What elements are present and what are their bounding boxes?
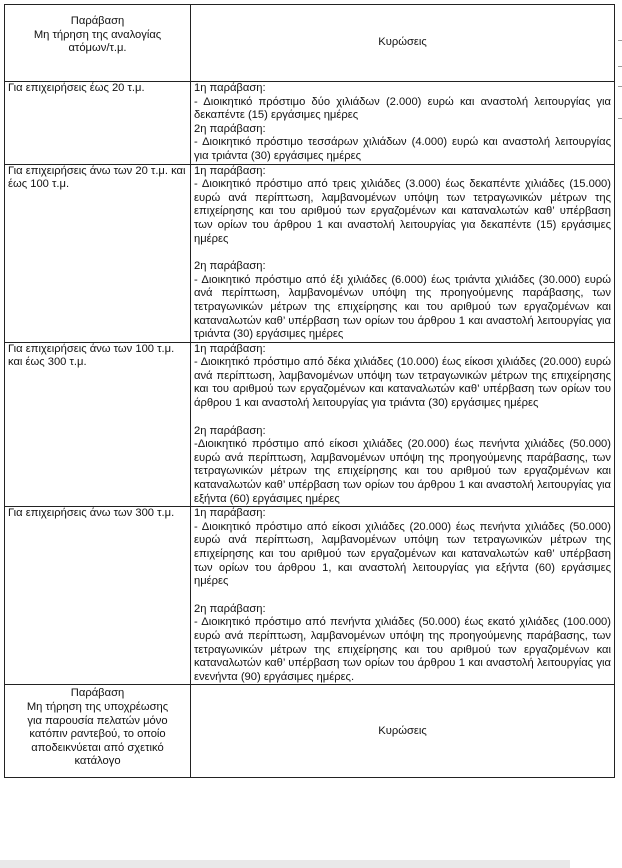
violation-title: 1η παράβαση: [194, 342, 266, 355]
violation-title: 2η παράβαση: [194, 260, 266, 273]
footer-violation-line: Παράβαση [70, 687, 125, 700]
violation-text: - Διοικητικό πρόστιμο τεσσάρων χιλιάδων (4.000) ευρώ και αναστολή λειτουργίας για τριάντα (30) εργάσιμες ημέρες [194, 136, 611, 162]
edge-mark [618, 86, 622, 87]
edge-mark [618, 118, 622, 119]
row-sanctions-cell [191, 82, 615, 165]
footer-violation-line: κατόπιν ραντεβού, το οποίο [29, 728, 166, 741]
violation-text: - Διοικητικό πρόστιμο από τρεις χιλιάδες (3.000) έως δεκαπέντε χιλιάδες (15.000) ευρώ ανά περίπτωση, λαμβανομένων υπόψη των τετραγωνικών μέτρων της επιχείρησης και του αριθμού των εργαζομένων και καταναλωτών καθ’ υπέρβαση των ορίων του άρθρου 1 και αναστολή λειτουργίας για δεκαπέντε (15) εργάσιμες ημέρες [194, 178, 611, 245]
footer-violation-line: κατάλογο [74, 755, 121, 768]
violation-text: - Διοικητικό πρόστιμο δύο χιλιάδων (2.000) ευρώ και αναστολή λειτουργίας για δεκαπέντε (15) εργάσιμες ημέρες [194, 95, 611, 122]
edge-mark [618, 40, 622, 41]
table-footer-row [5, 685, 615, 778]
violation-text: - Διοικητικό πρόστιμο από πενήντα χιλιάδες (50.000) έως εκατό χιλιάδες (100.000) ευρώ ανά περίπτωση, λαμβανομένων υπόψη της προηγούμενης παράβασης, των τετραγωνικών μέτρων της επιχείρησης και του αριθμού των εργαζομένων και καταναλωτών καθ’ υπέρβαση των ορίων του άρθρου 1 και αναστολή λειτουργίας για ενενήντα (90) εργάσιμες ημέρες. [194, 616, 611, 683]
table-row [5, 507, 615, 685]
footer-sanctions-cell: Κυρώσεις [191, 685, 615, 778]
paragraph-gap [194, 411, 611, 425]
row-category-cell: Για επιχειρήσεις έως 20 τ.μ. [5, 82, 191, 165]
row-sanctions-cell [191, 164, 615, 342]
paragraph-gap [194, 589, 611, 603]
header-violation-line: Παράβαση [70, 15, 125, 27]
violation-text: - Διοικητικό πρόστιμο από έξι χιλιάδες (6.000) έως τριάντα χιλιάδες (30.000) ευρώ ανά περίπτωση, λαμβανομένων υπόψη της προηγούμενης παράβασης, των τετραγωνικών μέτρων της επιχείρησης και του αριθμού των εργαζομένων και καταναλωτών καθ’ υπέρβαση των ορίων του άρθρου 1 και αναστολή λειτουργίας για τριάντα (30) εργάσιμες ημέρες [194, 273, 611, 341]
edge-mark [618, 66, 622, 67]
header-sanctions-cell: Κυρώσεις [191, 5, 615, 82]
footer-violation-line: αποδεικνύεται από σχετικό [31, 741, 164, 754]
row-sanctions-cell [191, 507, 615, 685]
row-category-cell: Για επιχειρήσεις άνω των 300 τ.μ. [5, 507, 191, 685]
violation-title: 2η παράβαση: [194, 122, 266, 135]
table-row [5, 82, 615, 165]
document-page [4, 4, 614, 778]
violation-title: 1η παράβαση: [194, 507, 266, 520]
violation-title: 1η παράβαση: [194, 82, 266, 94]
table-header-row [5, 5, 615, 82]
penalties-table [4, 4, 615, 778]
row-category-cell: Για επιχειρήσεις άνω των 20 τ.μ. και έως 100 τ.μ. [5, 164, 191, 342]
violation-title: 2η παράβαση: [194, 424, 266, 437]
violation-title: 2η παράβαση: [194, 602, 266, 615]
row-sanctions-cell [191, 342, 615, 507]
footer-violation-line: για παρουσία πελατών μόνο [27, 714, 168, 727]
table-row [5, 342, 615, 507]
header-violation-cell [5, 5, 191, 82]
footer-violation-cell [5, 685, 191, 778]
violation-text: - Διοικητικό πρόστιμο από είκοσι χιλιάδες (20.000) έως πενήντα χιλιάδες (50.000) ευρώ ανά περίπτωση, λαμβανομένων υπόψη των τετραγωνικών μέτρων της επιχείρησης και του αριθμού των εργαζομένων και καταναλωτών καθ’ υπέρβαση των ορίων του άρθρου 1, και αναστολή λειτουργίας για εξήντα (60) εργάσιμες ημέρες [194, 520, 611, 588]
row-category-cell: Για επιχειρήσεις άνω των 100 τ.μ. και έως 300 τ.μ. [5, 342, 191, 507]
header-violation-line: ατόμων/τ.μ. [68, 42, 127, 55]
violation-text: -Διοικητικό πρόστιμο από είκοσι χιλιάδες (20.000) έως πενήντα χιλιάδες (50.000) ευρώ ανά περίπτωση, λαμβανομένων υπόψη της προηγούμενης παράβασης, των τετραγωνικών μέτρων της επιχείρησης και του αριθμού των εργαζομένων και καταναλωτών καθ’ υπέρβαση των ορίων του άρθρου 1 και αναστολή λειτουργίας για εξήντα (60) εργάσιμες ημέρες [194, 438, 611, 505]
table-row [5, 164, 615, 342]
violation-text: - Διοικητικό πρόστιμο από δέκα χιλιάδες (10.000) έως είκοσι χιλιάδες (20.000) ευρώ ανά περίπτωση, λαμβανομένων υπόψη των τετραγωνικών μέτρων της επιχείρησης και του αριθμού των εργαζομένων και καταναλωτών καθ’ υπέρβαση των ορίων του άρθρου 1 και αναστολή λειτουργίας για τριάντα (30) εργάσιμες ημέρες [194, 356, 611, 410]
footer-violation-line: Μη τήρηση της υποχρέωσης [26, 700, 169, 713]
bottom-scroll-strip [0, 860, 570, 868]
page-edge-strip [616, 0, 622, 868]
violation-title: 1η παράβαση: [194, 164, 266, 177]
paragraph-gap [194, 246, 611, 260]
header-violation-line: Μη τήρηση της αναλογίας [33, 28, 162, 41]
